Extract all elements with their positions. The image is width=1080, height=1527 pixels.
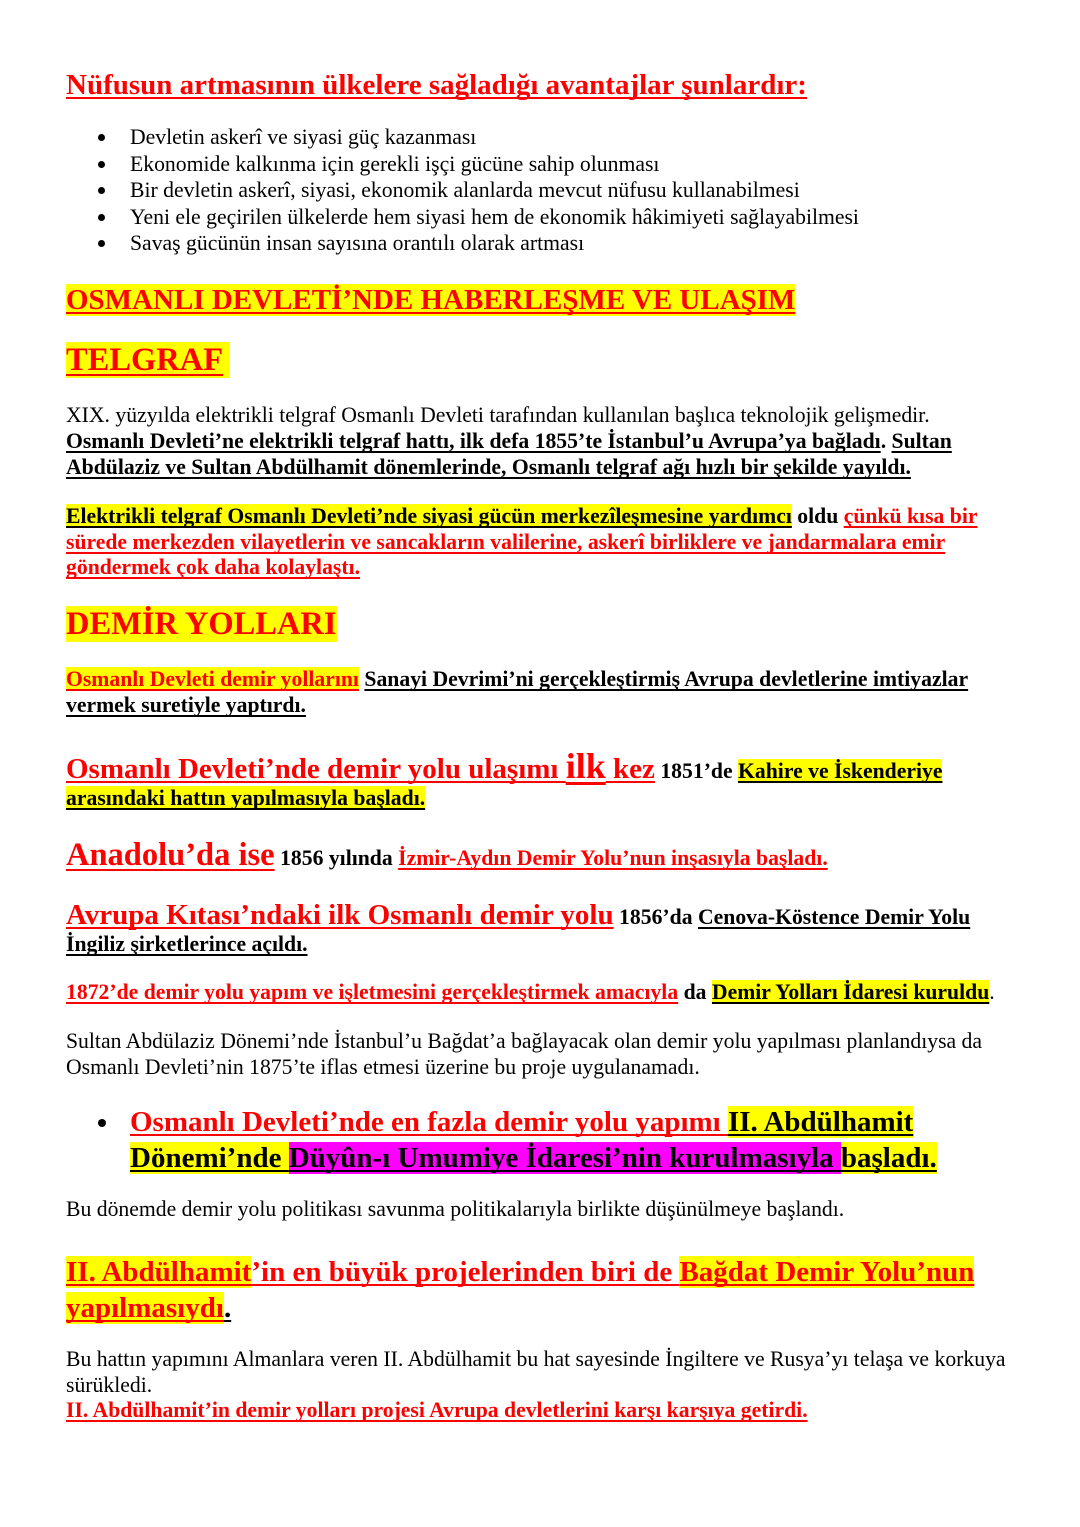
highlighted-text: arasındaki hattın yapılmasıyla başladı. — [66, 786, 426, 810]
emphasized-text: Sanayi Devrimi’ni gerçekleştirmiş Avrupa devletlerine imtiyazlar — [364, 667, 969, 691]
telegraph-centralization-paragraph — [66, 504, 1041, 581]
red-emphasized-text: göndermek çok daha kolaylaştı. — [66, 555, 361, 579]
paragraph-line — [66, 1398, 1041, 1424]
emphasized-text: Osmanlı Devleti’ne elektrikli telgraf hattı, ilk defa 1855’te İstanbul’u Avrupa’ya bağladı — [66, 429, 881, 453]
paragraph-line — [66, 530, 1041, 556]
red-emphasized-text: İzmir-Aydın Demir Yolu’nun inşasıyla başladı. — [398, 846, 828, 870]
paragraph-line — [66, 667, 1041, 693]
railways-anatolia-paragraph — [66, 836, 1041, 877]
bullet-icon — [98, 161, 105, 168]
red-large-text: Osmanlı Devleti’nde en fazla demir yolu yapımı — [130, 1106, 728, 1138]
paragraph-line — [130, 1105, 1041, 1141]
punctuation-text: . — [880, 429, 892, 453]
highlighted-text: Demir Yolları İdaresi kuruldu — [711, 980, 990, 1004]
paragraph-line — [66, 1347, 1041, 1373]
plain-text: Bu hattın yapımını Almanlara veren II. Abdülhamit bu hat sayesinde İngiltere ve Rusya’yı telaşa ve korkuya — [66, 1347, 1006, 1371]
telegraph-title-text: TELGRAF — [66, 342, 230, 378]
list-item — [66, 151, 1041, 178]
paragraph-line — [66, 402, 1041, 428]
telegraph-intro-paragraph — [66, 402, 1041, 480]
paragraph-line — [66, 1255, 1041, 1291]
red-large-text: Avrupa Kıtası’ndaki ilk Osmanlı demir yolu — [66, 899, 614, 931]
paragraph-line — [66, 1291, 1041, 1327]
paragraph-line — [66, 931, 1041, 957]
paragraph-line — [66, 504, 1041, 530]
advantages-list — [66, 124, 1041, 257]
list-item — [66, 204, 1041, 231]
highlighted-text: başladı. — [840, 1142, 937, 1174]
railways-first-line-paragraph — [66, 747, 1041, 811]
list-item-text: Ekonomide kalkınma için gerekli işçi gücüne sahip olunması — [130, 151, 660, 176]
list-item — [66, 230, 1041, 257]
paragraph-line — [130, 1141, 1041, 1177]
paragraph-line — [66, 785, 1041, 811]
magenta-highlighted-text: Düyûn-ı Umumiye İdaresi’nin kurulmasıyla — [288, 1142, 841, 1174]
paragraph-line — [66, 693, 1041, 719]
railways-concessions-paragraph — [66, 667, 1041, 718]
railways-germany-paragraph — [66, 1347, 1041, 1424]
red-emphasized-text: çünkü kısa bir — [843, 504, 978, 528]
section-title — [66, 281, 1041, 321]
emphasized-text: Sultan — [891, 429, 952, 453]
railways-administration-paragraph — [66, 979, 1041, 1005]
paragraph-line — [66, 454, 1041, 480]
population-heading-text: Nüfusun artmasının ülkelere sağladığı avantajlar şunlardır: — [66, 69, 807, 101]
abdulhamit-bullet-list — [66, 1105, 1041, 1177]
bullet-icon — [98, 134, 105, 141]
list-item-text: Yeni ele geçirilen ülkelerde hem siyasi hem de ekonomik hâkimiyeti sağlayabilmesi — [130, 204, 859, 229]
telegraph-title — [66, 340, 1041, 383]
railways-title-text: DEMİR YOLLARI — [66, 606, 337, 642]
highlighted-text: Dönemi’nde — [130, 1142, 289, 1174]
paragraph-line — [66, 1373, 1041, 1399]
population-heading — [66, 68, 1041, 104]
bullet-icon — [98, 187, 105, 194]
emphasized-text: vermek suretiyle yaptırdı. — [66, 692, 306, 717]
paragraph-line — [66, 428, 1041, 454]
emphasized-text: Cenova-Köstence Demir Yolu — [697, 905, 971, 929]
railways-europe-paragraph — [66, 899, 1041, 957]
red-large-text: Anadolu’da ise — [66, 837, 275, 873]
bold-text: 1856’da — [613, 905, 698, 929]
paragraph-line — [66, 747, 1041, 785]
highlighted-text: Bağdat Demir Yolu’nun — [679, 1256, 975, 1288]
plain-text: sürükledi. — [66, 1372, 153, 1397]
plain-text: Bu dönemde demir yolu politikası savunma politikalarıyla birlikte düşünülmeye başlandı. — [66, 1197, 845, 1221]
railways-defense-paragraph — [66, 1196, 1041, 1222]
bullet-icon — [98, 1119, 106, 1127]
highlighted-text: yapılmasıydı — [66, 1292, 224, 1324]
plain-text: Sultan Abdülaziz Dönemi’nde İstanbul’u Bağdat’a bağlayacak olan demir yolu yapılması planlandıysa da — [66, 1029, 983, 1053]
list-item-text: Savaş gücünün insan sayısına orantılı olarak artması — [130, 231, 585, 255]
paragraph-line — [66, 555, 1041, 581]
red-extra-large-text: ilk — [565, 746, 606, 786]
railways-baghdad-project-paragraph — [66, 1255, 1041, 1327]
red-large-text: Osmanlı Devleti’nde demir yolu ulaşımı — [66, 753, 566, 785]
red-emphasized-text: 1872’de demir yolu yapım ve işletmesini gerçekleştirmek amacıyla — [66, 980, 679, 1004]
paragraph-line — [66, 1029, 1041, 1055]
bullet-icon — [98, 240, 105, 247]
emphasized-text: Abdülaziz ve Sultan Abdülhamit dönemlerinde, Osmanlı telgraf ağı hızlı bir şekilde yayıldı. — [66, 455, 911, 479]
highlighted-text: Elektrikli telgraf Osmanlı Devleti’nde siyasi gücün merkezîleşmesine yardımcı — [66, 504, 792, 528]
highlighted-text: II. Abdülhamit — [727, 1106, 914, 1138]
list-item — [66, 124, 1041, 151]
bold-text: da — [678, 980, 712, 1004]
emphasized-text: İngiliz şirketlerince açıldı. — [66, 932, 308, 956]
highlighted-text: Osmanlı Devleti demir yollarını — [66, 667, 359, 691]
paragraph-line — [66, 836, 1041, 877]
list-item-text: Devletin askerî ve siyasi güç kazanması — [130, 125, 477, 149]
red-large-text: kez — [605, 753, 655, 785]
red-large-text: ’in en büyük projelerinden biri de — [251, 1256, 680, 1288]
section-title-text: OSMANLI DEVLETİ’NDE HABERLEŞME VE ULAŞIM — [66, 284, 796, 316]
highlighted-text: II. Abdülhamit — [66, 1256, 252, 1288]
red-emphasized-text: sürede merkezden vilayetlerin ve sancakların valilerine, askerî birliklere ve jandarmalara emir — [66, 529, 946, 554]
list-item — [66, 1105, 1041, 1177]
punctuation-text: . — [223, 1292, 232, 1324]
paragraph-line — [66, 979, 1041, 1005]
plain-text: Osmanlı Devleti’nin 1875’te iflas etmesi üzerine bu proje uygulanamadı. — [66, 1054, 700, 1079]
punctuation-text: . — [989, 980, 995, 1004]
paragraph-line — [66, 1055, 1041, 1081]
bullet-icon — [98, 214, 105, 221]
list-item — [66, 177, 1041, 204]
red-emphasized-text: II. Abdülhamit’in demir yolları projesi Avrupa devletlerini karşı karşıya getirdi. — [66, 1398, 808, 1422]
list-item-text: Bir devletin askerî, siyasi, ekonomik alanlarda mevcut nüfusu kullanabilmesi — [130, 178, 800, 202]
railways-title — [66, 604, 1041, 647]
highlighted-text: Kahire ve İskenderiye — [738, 759, 943, 783]
paragraph-line — [66, 899, 1041, 931]
bold-text: 1856 yılında — [274, 846, 399, 870]
bold-text: oldu — [791, 504, 844, 528]
bold-text: 1851’de — [654, 759, 739, 783]
railways-baghdad-plan-paragraph — [66, 1029, 1041, 1080]
plain-text: XIX. yüzyılda elektrikli telgraf Osmanlı Devleti tarafından kullanılan başlıca teknolojik gelişmedir. — [66, 403, 930, 427]
